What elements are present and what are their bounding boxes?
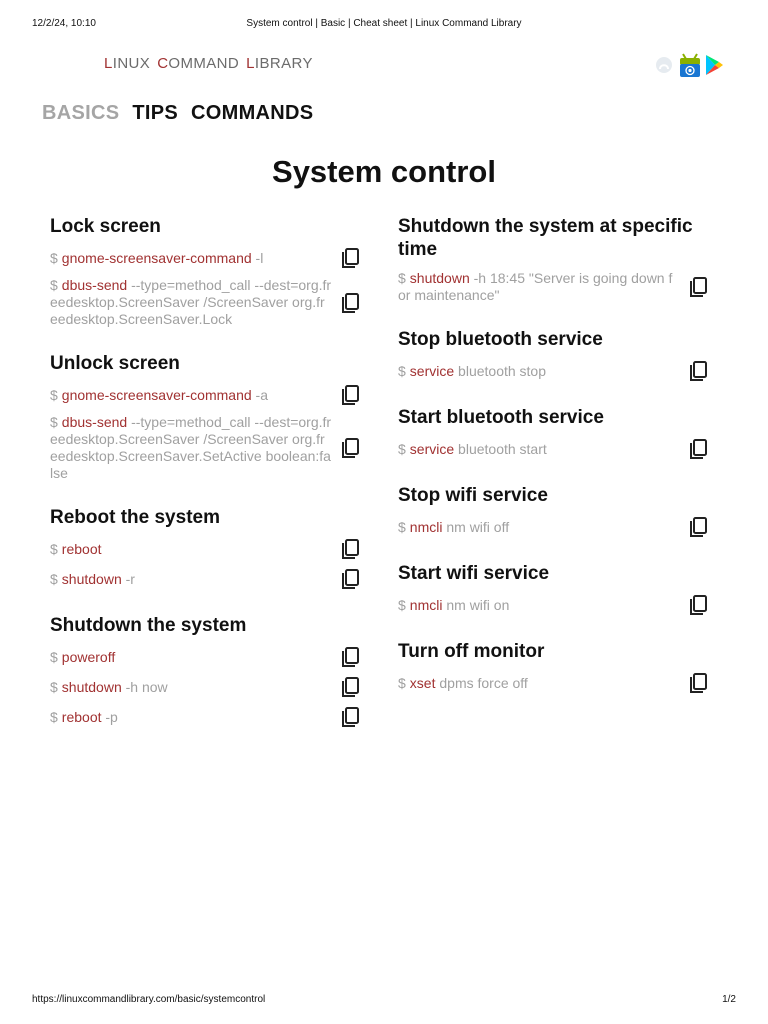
prompt-symbol: $: [398, 518, 406, 535]
section-title: Reboot the system: [50, 507, 220, 528]
command-text: [398, 270, 680, 304]
copy-icon[interactable]: [688, 276, 708, 298]
copy-icon[interactable]: [688, 672, 708, 694]
command-section: [50, 506, 370, 590]
command-text: [50, 277, 332, 328]
print-page-title: System control | Basic | Cheat sheet | Linux Command Library: [246, 18, 522, 29]
nav-tips[interactable]: TIPS: [132, 102, 179, 124]
print-datetime: 12/2/24, 10:10: [32, 18, 96, 29]
command-name[interactable]: xset: [409, 674, 436, 691]
command-name[interactable]: shutdown: [61, 678, 122, 695]
command-row: [50, 414, 370, 482]
prompt-symbol: $: [50, 570, 58, 587]
section-title: Start bluetooth service: [398, 407, 604, 428]
copy-icon[interactable]: [340, 676, 360, 698]
copy-icon[interactable]: [688, 516, 708, 538]
command-name[interactable]: service: [409, 362, 455, 379]
command-args: dpms force off: [439, 674, 528, 691]
command-section: [398, 406, 728, 460]
command-row: [50, 568, 370, 590]
command-text: [50, 649, 332, 666]
command-section: [398, 328, 728, 382]
prompt-symbol: $: [398, 440, 406, 457]
print-url: https://linuxcommandlibrary.com/basic/systemcontrol: [32, 994, 266, 1005]
command-section: [398, 562, 728, 616]
command-text: [50, 387, 332, 404]
command-text: [50, 541, 332, 558]
logo-text: IBRARY: [254, 55, 313, 72]
logo-text: OMMAND: [168, 55, 240, 72]
command-text: [398, 441, 680, 458]
prompt-symbol: $: [398, 596, 406, 613]
nav-basics[interactable]: BASICS: [42, 102, 120, 124]
command-args: -h now: [125, 678, 168, 695]
copy-icon[interactable]: [340, 292, 360, 314]
main-nav: [42, 102, 326, 125]
copy-icon[interactable]: [340, 437, 360, 459]
command-row: [398, 594, 728, 616]
copy-icon[interactable]: [340, 384, 360, 406]
copy-icon[interactable]: [688, 360, 708, 382]
command-row: [50, 538, 370, 560]
command-section: [398, 640, 728, 694]
command-name[interactable]: reboot: [61, 540, 102, 557]
command-name[interactable]: gnome-screensaver-command: [61, 249, 252, 266]
section-title: Shutdown the system: [50, 615, 247, 636]
command-text: [50, 414, 332, 482]
copy-icon[interactable]: [688, 594, 708, 616]
command-text: [398, 519, 680, 536]
command-row: [398, 672, 728, 694]
copy-icon[interactable]: [340, 568, 360, 590]
command-section: [50, 352, 370, 482]
command-args: -a: [255, 386, 268, 403]
command-name[interactable]: reboot: [61, 708, 102, 725]
copy-icon[interactable]: [340, 538, 360, 560]
copy-icon[interactable]: [340, 646, 360, 668]
command-row: [50, 706, 370, 728]
command-args: --type=method_call --dest=org.freedesktop.ScreenSaver /ScreenSaver org.freedesktop.ScreenSaver.SetActive boolean:false: [50, 414, 332, 481]
command-text: [398, 363, 680, 380]
fdroid-icon[interactable]: [678, 52, 702, 83]
command-args: -l: [255, 249, 264, 266]
command-section: [398, 484, 728, 538]
command-name[interactable]: shutdown: [409, 270, 470, 286]
command-name[interactable]: service: [409, 440, 455, 457]
section-title: Shutdown the system at specific time: [398, 216, 693, 260]
section-title: Start wifi service: [398, 563, 550, 584]
command-row: [50, 676, 370, 698]
command-text: [398, 597, 680, 614]
copy-icon[interactable]: [688, 438, 708, 460]
command-row: [398, 270, 728, 304]
copy-icon[interactable]: [340, 247, 360, 269]
logo-initial: L: [246, 55, 255, 72]
site-logo[interactable]: [104, 55, 320, 72]
logo-initial: C: [157, 55, 169, 72]
command-args: nm wifi off: [446, 518, 510, 535]
command-section: [50, 215, 370, 328]
command-row: [398, 516, 728, 538]
logo-initial: L: [104, 55, 113, 72]
prompt-symbol: $: [50, 414, 58, 430]
command-name[interactable]: nmcli: [409, 518, 443, 535]
command-section: [398, 215, 728, 304]
prompt-symbol: $: [398, 270, 406, 286]
section-title: Stop wifi service: [398, 485, 548, 506]
command-args: nm wifi on: [446, 596, 510, 613]
command-row: [50, 247, 370, 269]
command-name[interactable]: dbus-send: [61, 414, 128, 430]
github-icon[interactable]: [654, 55, 674, 80]
print-page-number: 1/2: [722, 994, 736, 1005]
left-column: [50, 215, 370, 752]
prompt-symbol: $: [50, 386, 58, 403]
command-text: [50, 250, 332, 267]
command-text: [398, 675, 680, 692]
section-title: Turn off monitor: [398, 641, 545, 662]
prompt-symbol: $: [398, 362, 406, 379]
command-args: -h 18:45 "Server is going down for maintenance": [398, 270, 673, 303]
copy-icon[interactable]: [340, 706, 360, 728]
command-text: [50, 679, 332, 696]
command-section: [50, 614, 370, 728]
google-play-icon[interactable]: [704, 54, 724, 81]
right-column: [398, 215, 728, 718]
command-args: -p: [105, 708, 118, 725]
command-row: [398, 360, 728, 382]
command-row: [50, 277, 370, 328]
command-text: [50, 709, 332, 726]
command-row: [50, 646, 370, 668]
prompt-symbol: $: [50, 249, 58, 266]
command-name[interactable]: shutdown: [61, 570, 122, 587]
command-name[interactable]: nmcli: [409, 596, 443, 613]
print-header: [0, 18, 768, 32]
prompt-symbol: $: [50, 678, 58, 695]
prompt-symbol: $: [50, 648, 58, 665]
page-title: System control: [272, 154, 496, 189]
print-footer: [0, 994, 768, 1008]
command-args: --type=method_call --dest=org.freedesktop.ScreenSaver /ScreenSaver org.freedesktop.ScreenSaver.Lock: [50, 277, 332, 327]
prompt-symbol: $: [398, 674, 406, 691]
section-title: Stop bluetooth service: [398, 329, 603, 350]
prompt-symbol: $: [50, 540, 58, 557]
command-text: [50, 571, 332, 588]
section-title: Unlock screen: [50, 353, 180, 374]
command-name[interactable]: poweroff: [61, 648, 116, 665]
command-args: bluetooth start: [458, 440, 547, 457]
logo-text: INUX: [112, 55, 151, 72]
app-store-links: [654, 52, 726, 78]
section-title: Lock screen: [50, 216, 161, 237]
command-name[interactable]: gnome-screensaver-command: [61, 386, 252, 403]
nav-commands[interactable]: COMMANDS: [191, 102, 314, 124]
command-row: [398, 438, 728, 460]
command-row: [50, 384, 370, 406]
prompt-symbol: $: [50, 277, 58, 293]
command-args: bluetooth stop: [458, 362, 547, 379]
prompt-symbol: $: [50, 708, 58, 725]
command-name[interactable]: dbus-send: [61, 277, 128, 293]
command-args: -r: [125, 570, 135, 587]
